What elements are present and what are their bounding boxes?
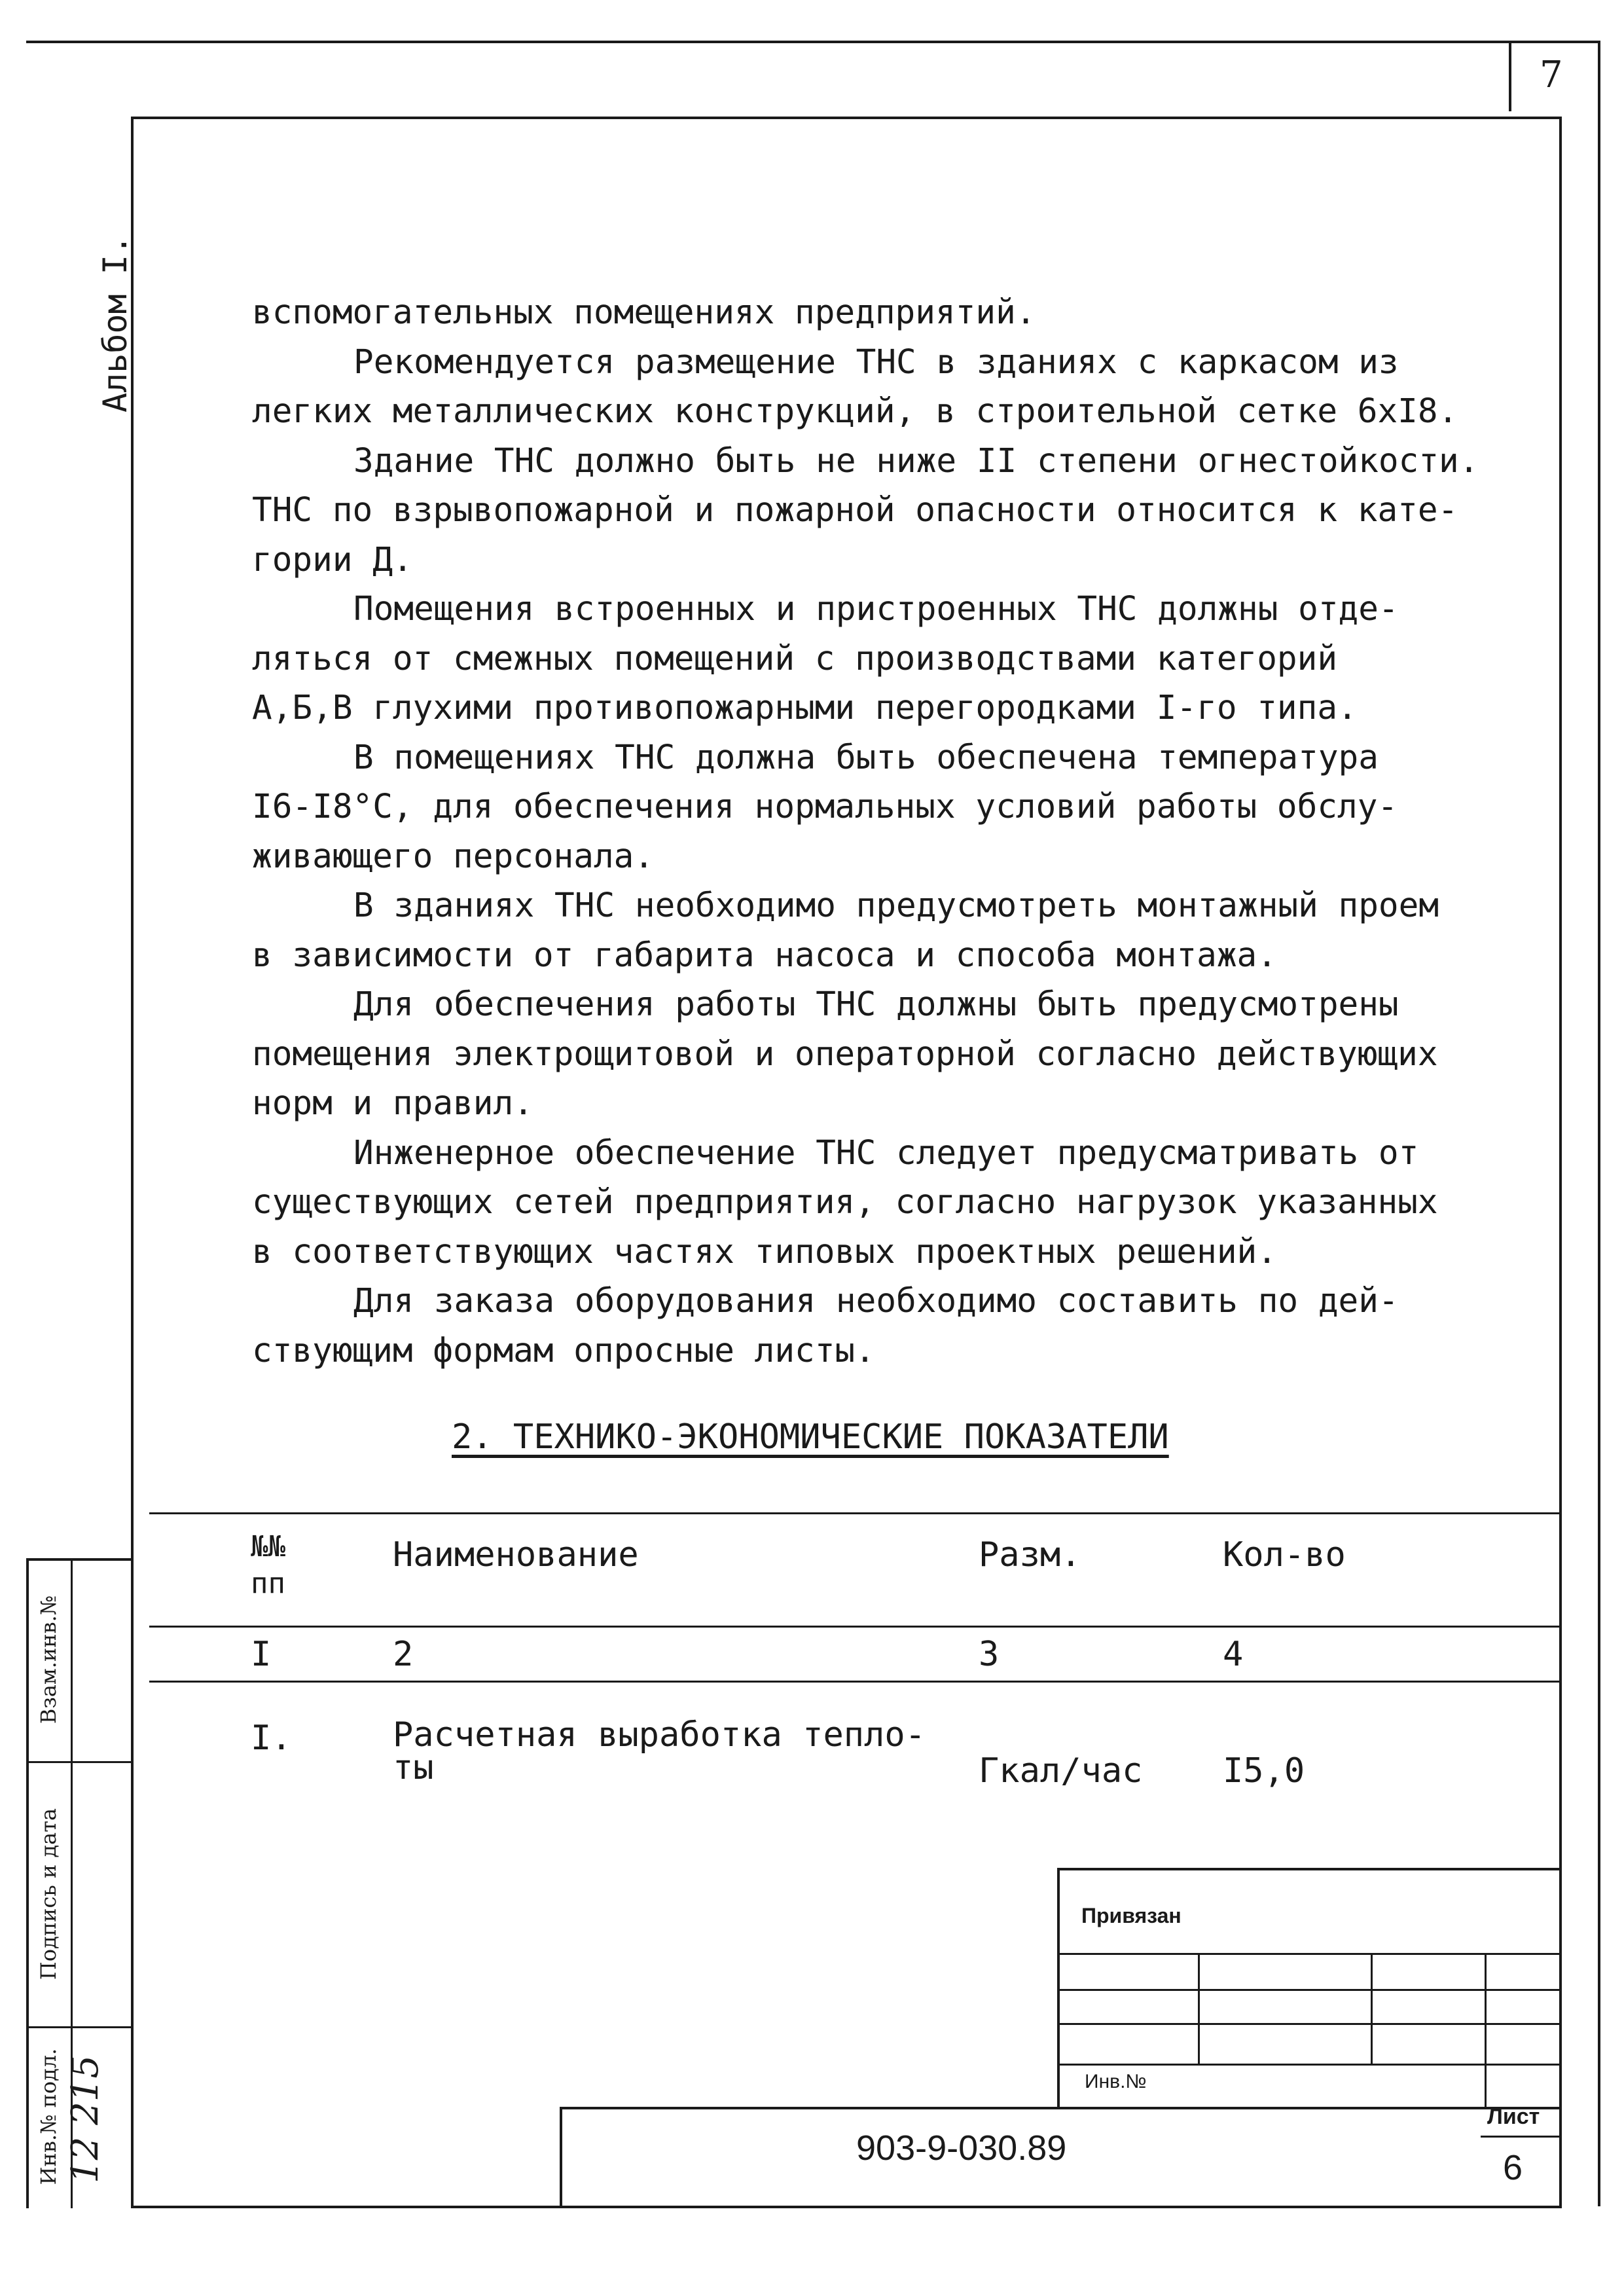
side-strip-rule — [26, 1761, 131, 1763]
text-line: легких металлических конструкций, в строительной сетке 6хI8. — [252, 392, 1458, 431]
text-line: ТНС по взрывопожарной и пожарной опасности относится к кате- — [252, 491, 1458, 530]
stamp-col-rule — [1198, 1953, 1200, 2064]
page-number: 7 — [1540, 54, 1563, 96]
frame-bottom — [131, 2206, 1562, 2208]
column-number-3: 3 — [979, 1635, 1000, 1674]
text-line: живающего персонала. — [252, 837, 655, 876]
text-line: Здание ТНС должно быть не ниже II степени огнестойкости. — [353, 441, 1479, 481]
text-line: А,Б,В глухими противопожарными перегородками I-го типа. — [252, 689, 1358, 727]
row-name-line: Расчетная выработка тепло- — [393, 1715, 926, 1755]
header-name: Наименование — [393, 1535, 639, 1575]
text-line: Для заказа оборудования необходимо составить по дей- — [353, 1282, 1399, 1321]
frame-right — [1559, 117, 1562, 2208]
text-line: Рекомендуется размещение ТНС в зданиях с каркасом из — [353, 342, 1399, 382]
table-number-rule — [149, 1681, 1560, 1683]
text-line: ствующим формам опросные листы. — [252, 1331, 875, 1370]
text-line: В зданиях ТНС необходимо предусмотреть монтажный проем — [353, 886, 1439, 925]
frame-top — [131, 117, 1562, 119]
stamp-left-rule — [1057, 1868, 1060, 2107]
row-number: I. — [251, 1719, 292, 1758]
row-name-line: ты — [393, 1748, 434, 1787]
top-rule — [26, 41, 1600, 43]
text-line: существующих сетей предприятия, согласно нагрузок указанных — [252, 1183, 1438, 1222]
text-line: в зависимости от габарита насоса и способа монтажа. — [252, 936, 1277, 975]
inv-podl-value: 12 215 — [64, 2055, 107, 2183]
column-number-2: 2 — [393, 1635, 414, 1674]
vzam-inv-label: Взам.инв.№ — [36, 1595, 61, 1724]
text-line: Инженерное обеспечение ТНС следует предусматривать от — [353, 1133, 1419, 1173]
sheet-divider — [1481, 2136, 1561, 2138]
body-text — [252, 288, 1496, 1376]
designation-top-rule — [560, 2107, 1561, 2109]
inv-no-label: Инв.№ — [1085, 2071, 1147, 2092]
text-line: I6-I8°С, для обеспечения нормальных условий работы обслу- — [252, 788, 1398, 826]
row-name — [393, 1715, 926, 1787]
text-line: помещения электрощитовой и операторной согласно действующих — [252, 1034, 1438, 1074]
column-number-1: I — [251, 1635, 272, 1674]
text-line: норм и правил. — [252, 1084, 533, 1123]
text-line: В помещениях ТНС должна быть обеспечена температура — [353, 738, 1379, 777]
text-line: в соответствующих частях типовых проектных решений. — [252, 1232, 1277, 1271]
table-header-rule — [149, 1626, 1560, 1628]
page-number-box-left — [1509, 41, 1511, 111]
stamp-col-rule — [1485, 1953, 1487, 2107]
side-strip-left — [26, 1558, 29, 2208]
album-label: Альбом I. — [96, 235, 134, 412]
section-title: 2. ТЕХНИКО-ЭКОНОМИЧЕСКИЕ ПОКАЗАТЕЛИ — [452, 1417, 1169, 1457]
text-line: вспомогательных помещениях предприятий. — [252, 293, 1036, 332]
stamp-col-rule — [1371, 1953, 1373, 2064]
designation-code: 903-9-030.89 — [856, 2128, 1067, 2168]
text-line: Помещения встроенных и пристроенных ТНС должны отде- — [353, 590, 1399, 629]
privyazan-label: Привязан — [1081, 1904, 1182, 1927]
column-number-4: 4 — [1223, 1635, 1244, 1674]
header-unit: Разм. — [979, 1535, 1081, 1575]
side-strip-top — [26, 1558, 131, 1561]
text-line: гории Д. — [252, 540, 413, 579]
text-line: ляться от смежных помещений с производствами категорий — [252, 639, 1338, 678]
sheet-number: 6 — [1503, 2148, 1523, 2187]
frame-left — [131, 117, 134, 2208]
stamp-top-rule — [1057, 1868, 1561, 1870]
header-number: №№ пп — [251, 1530, 285, 1600]
row-quantity: I5,0 — [1223, 1751, 1305, 1791]
podpis-data-label: Подпись и дата — [36, 1808, 61, 1980]
sheet-label: Лист — [1487, 2104, 1540, 2129]
inv-podl-label: Инв.№ подл. — [36, 2048, 61, 2185]
text-line: Для обеспечения работы ТНС должны быть предусмотрены — [353, 985, 1399, 1024]
row-unit: Гкал/час — [979, 1751, 1143, 1791]
designation-left-rule — [560, 2107, 562, 2206]
table-top-rule — [149, 1512, 1560, 1514]
header-quantity: Кол-во — [1223, 1535, 1346, 1575]
right-outer-rule — [1598, 41, 1600, 2206]
